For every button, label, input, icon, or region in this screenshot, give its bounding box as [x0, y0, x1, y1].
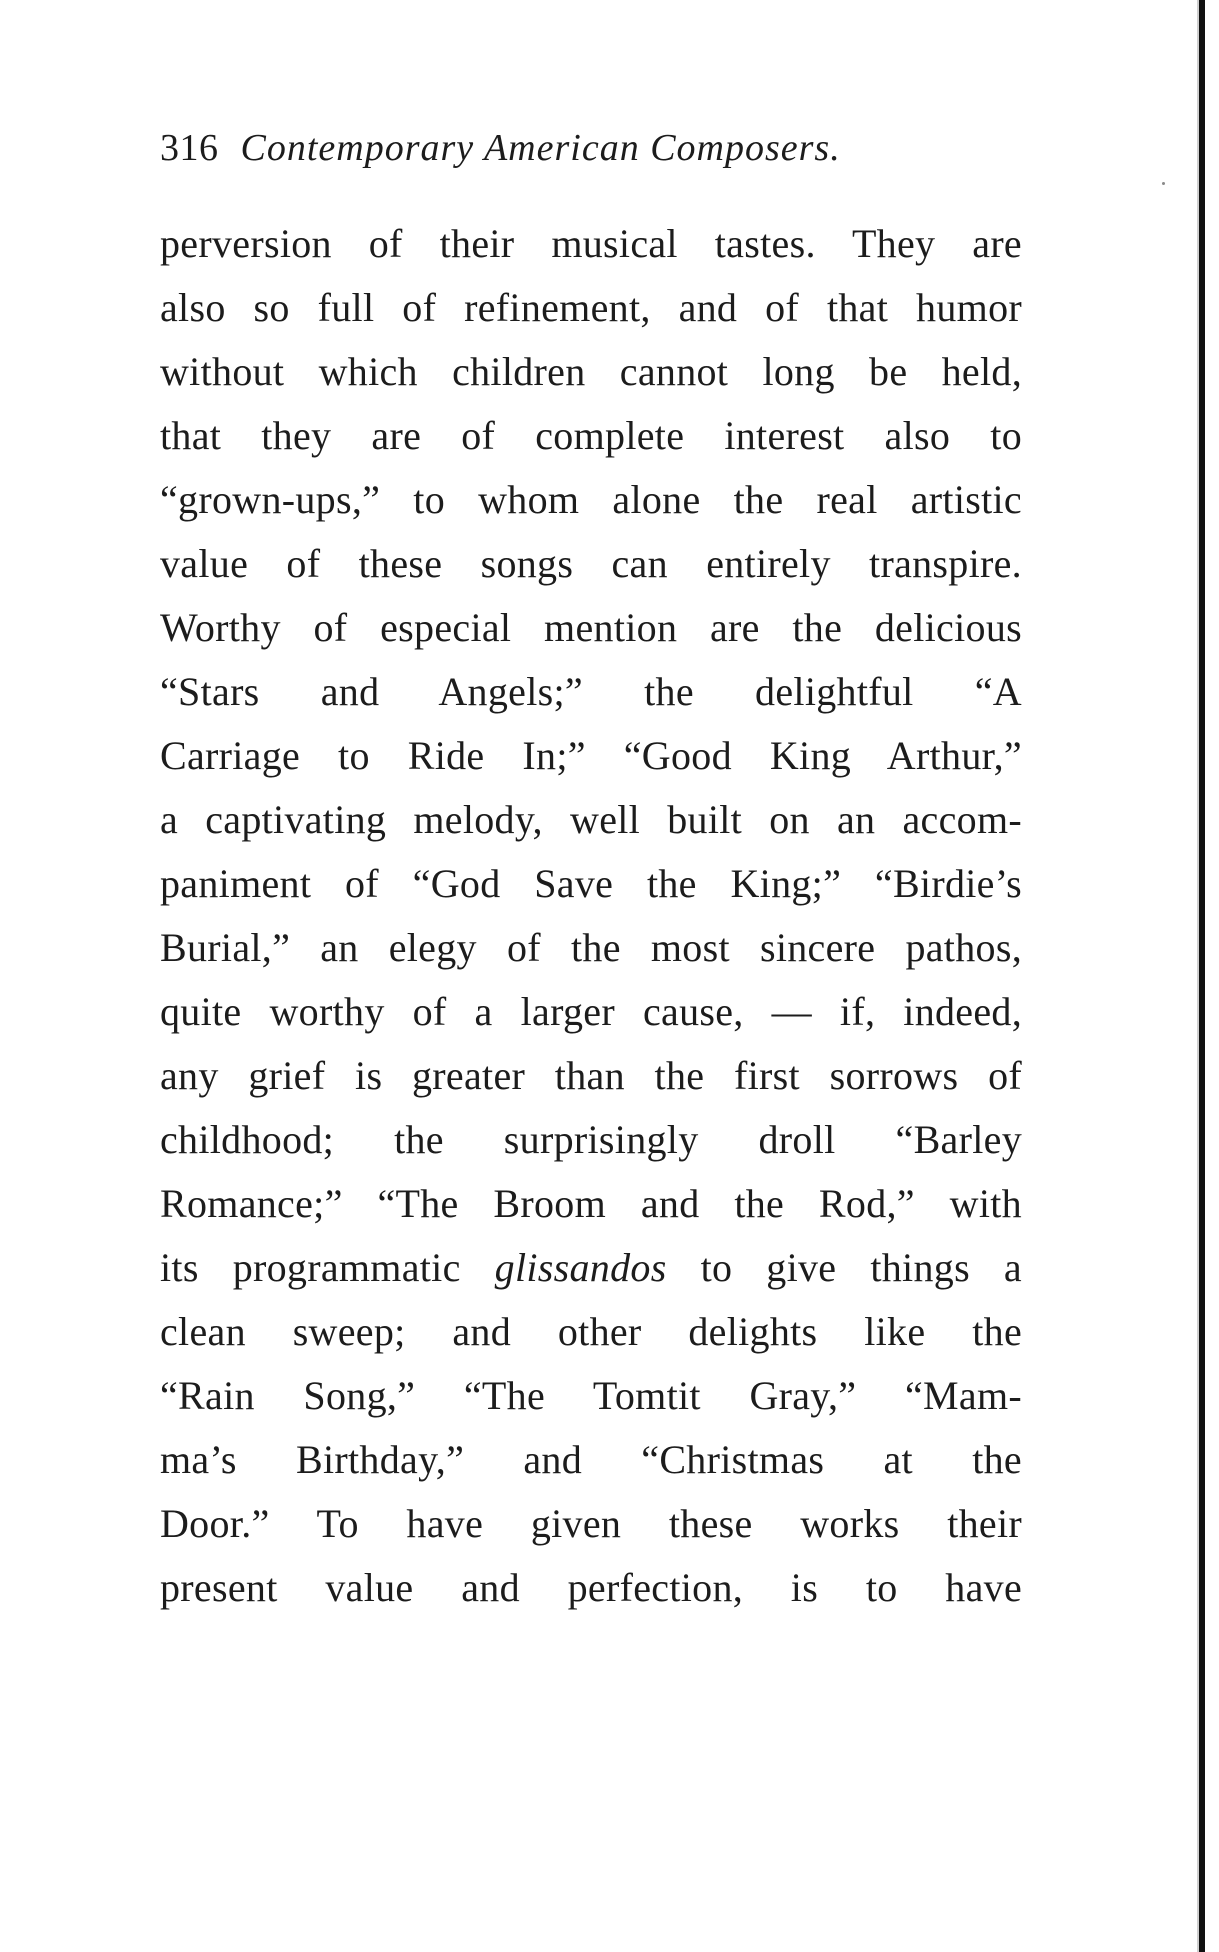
text-line: also so full of refinement, and of that humor	[160, 285, 1022, 330]
text-line: a captivating melody, well built on an accom-	[160, 797, 1022, 842]
text-line: paniment of “God Save the King;” “Birdie’s	[160, 861, 1022, 906]
page-number: 316	[160, 127, 219, 169]
text-line: present value and perfection, is to have	[160, 1565, 1022, 1610]
text-line: perversion of their musical tastes. They are	[160, 221, 1022, 266]
italic-word: glissandos	[494, 1245, 667, 1290]
running-head	[160, 124, 841, 172]
body-text	[160, 212, 1022, 1620]
text-line: Door.” To have given these works their	[160, 1501, 1022, 1546]
text-line: “grown-ups,” to whom alone the real artistic	[160, 477, 1022, 522]
text-line: Romance;” “The Broom and the Rod,” with	[160, 1181, 1022, 1226]
text-line: without which children cannot long be held,	[160, 349, 1022, 394]
text-line: clean sweep; and other delights like the	[160, 1309, 1022, 1354]
text-line: ma’s Birthday,” and “Christmas at the	[160, 1437, 1022, 1482]
text-line: any grief is greater than the first sorrows of	[160, 1053, 1022, 1098]
text-line: Worthy of especial mention are the delicious	[160, 605, 1022, 650]
text-segment: its programmatic	[160, 1245, 495, 1290]
text-line-with-italic	[160, 1236, 1022, 1300]
text-line: childhood; the surprisingly droll “Barley	[160, 1117, 1022, 1162]
text-line: Burial,” an elegy of the most sincere pathos,	[160, 925, 1022, 970]
text-segment: to give things a	[666, 1245, 1022, 1290]
page-edge-rule	[1199, 0, 1205, 1952]
text-line: “Rain Song,” “The Tomtit Gray,” “Mam-	[160, 1373, 1022, 1418]
text-line: that they are of complete interest also to	[160, 413, 1022, 458]
running-head-title: Contemporary American Composers.	[240, 127, 841, 169]
text-line: Carriage to Ride In;” “Good King Arthur,”	[160, 733, 1022, 778]
text-line: value of these songs can entirely transpire.	[160, 541, 1022, 586]
text-line: “Stars and Angels;” the delightful “A	[160, 669, 1022, 714]
paper-speck	[1162, 182, 1165, 185]
text-line: quite worthy of a larger cause, — if, indeed,	[160, 989, 1022, 1034]
